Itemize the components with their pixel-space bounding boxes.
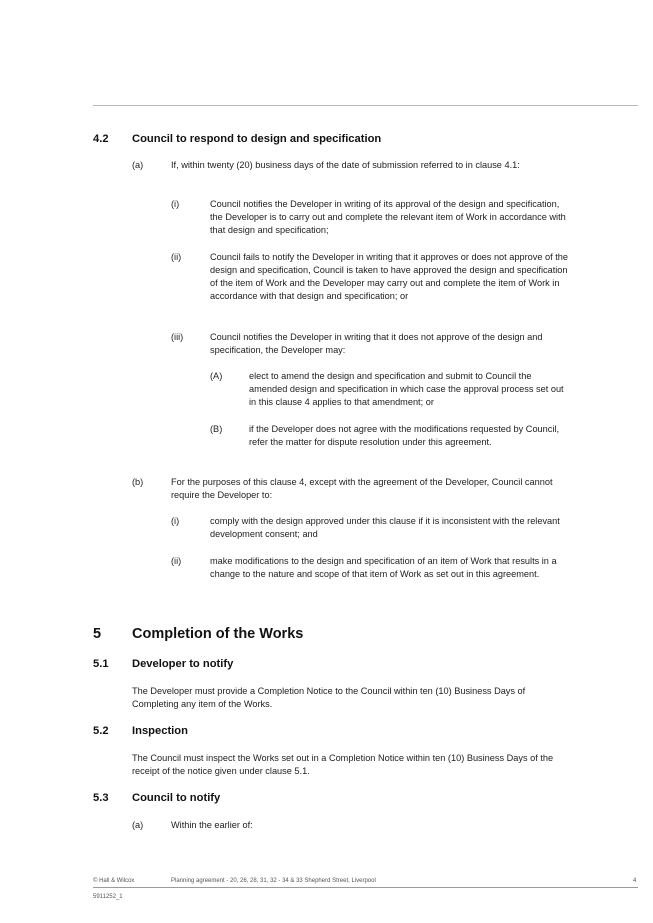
subsubpara-text: elect to amend the design and specification and submit to Council the amended design and specification in which case the approval process set out in this clause 4 applies to that amendment; or — [249, 371, 564, 407]
subpara-label: (ii) — [171, 252, 182, 262]
footer-doc-ref: 5911252_1 — [93, 894, 123, 900]
section-number: 5.3 — [93, 792, 109, 804]
footer-rule — [93, 887, 638, 888]
subsubpara-label: (B) — [210, 424, 223, 434]
subpara-text: Council fails to notify the Developer in writing that it approves or does not approve of the design and specification, Council is taken to have approved the design and specification of the item of Work and the Developer may carry out and complete the item of Work in accordance with that design and specification; or — [210, 252, 569, 301]
subpara-label: (i) — [171, 516, 180, 526]
para-label: (a) — [132, 160, 144, 170]
para-label: (a) — [132, 820, 144, 830]
subsubpara-text: if the Developer does not agree with the modifications requested by Council, refer the matter for dispute resolution under this agreement. — [249, 424, 560, 447]
section-heading: Developer to notify — [132, 658, 234, 670]
section-heading: Completion of the Works — [132, 626, 304, 642]
footer-doc-title: Planning agreement - 20, 26, 28, 31, 32 - 34 & 33 Shepherd Street, Liverpool — [171, 878, 376, 884]
section-number: 5.2 — [93, 725, 109, 737]
para-label: (b) — [132, 477, 144, 487]
para-text: For the purposes of this clause 4, except with the agreement of the Developer, Council cannot require the Developer to: — [171, 477, 553, 500]
section-number: 5.1 — [93, 658, 109, 670]
section-heading: Council to respond to design and specification — [132, 133, 382, 145]
footer-firm: © Hall & Wilcox — [93, 878, 135, 884]
subpara-label: (i) — [171, 199, 180, 209]
subpara-text: make modifications to the design and specification of an item of Work that results in a change to the nature and scope of that item of Work as set out in this agreement. — [210, 556, 557, 579]
subsubpara-label: (A) — [210, 371, 223, 381]
section-heading: Inspection — [132, 725, 188, 737]
section-number: 4.2 — [93, 133, 109, 145]
subpara-text: comply with the design approved under this clause if it is inconsistent with the relevant development consent; and — [210, 516, 560, 539]
header-rule — [93, 105, 638, 106]
para-text: The Council must inspect the Works set out in a Completion Notice within ten (10) Business Days of the receipt of the notice given under clause 5.1. — [132, 753, 554, 776]
subpara-label: (ii) — [171, 556, 182, 566]
section-heading: Council to notify — [132, 792, 221, 804]
subpara-text: Council notifies the Developer in writing that it does not approve of the design and specification, the Developer may: — [210, 332, 543, 355]
subpara-text: Council notifies the Developer in writing of its approval of the design and specification, the Developer is to carry out and complete the relevant item of Work in accordance with that design and specification; — [210, 199, 566, 235]
para-text: If, within twenty (20) business days of the date of submission referred to in clause 4.1: — [171, 160, 520, 170]
para-text: The Developer must provide a Completion Notice to the Council within ten (10) Business Days of Completing any item of the Works. — [132, 686, 526, 709]
section-number: 5 — [93, 626, 102, 642]
para-text: Within the earlier of: — [171, 820, 253, 830]
footer-page-number: 4 — [633, 878, 637, 884]
subpara-label: (iii) — [171, 332, 184, 342]
